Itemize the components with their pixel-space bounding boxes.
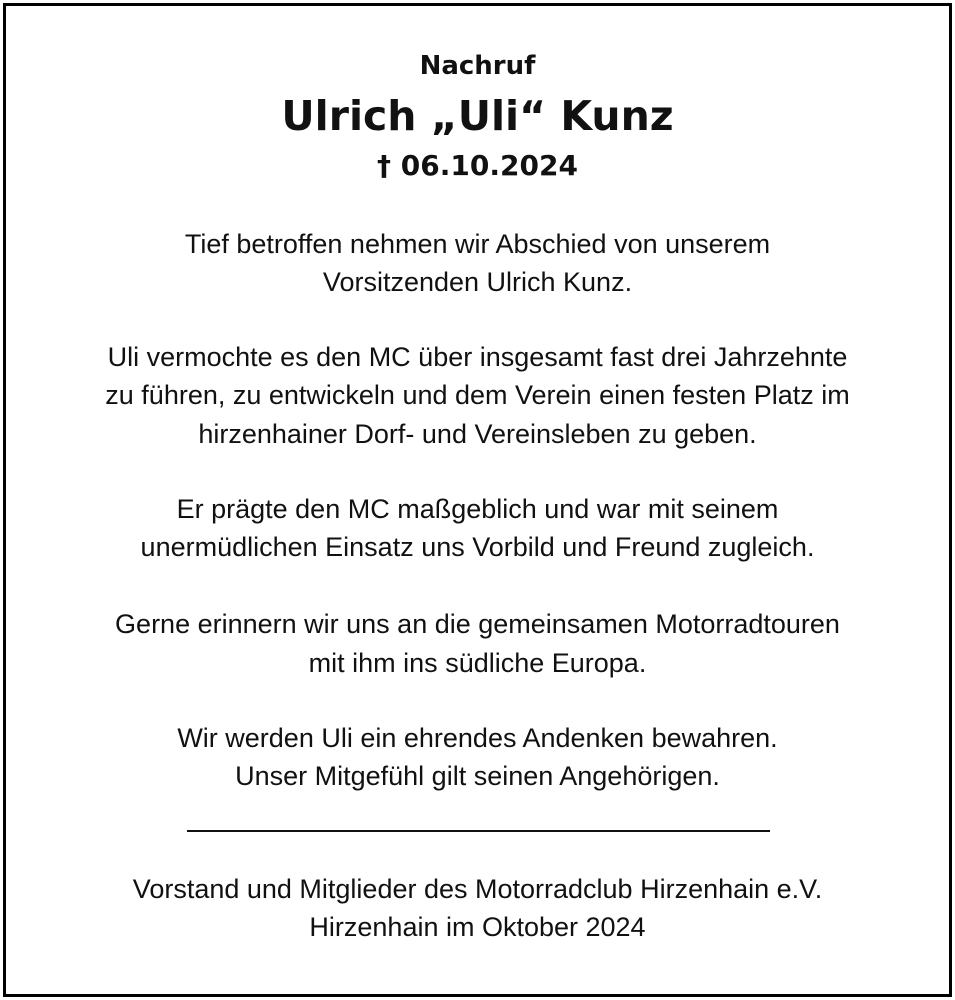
paragraph-1-line-2: Vorsitzenden Ulrich Kunz. <box>322 267 633 297</box>
paragraph-5-line-1: Wir werden Uli ein ehrendes Andenken bewahren. <box>177 723 778 753</box>
paragraph-2-line-1: Uli vermochte es den MC über insgesamt fast drei Jahrzehnte <box>107 342 848 372</box>
paragraph-4-line-2: mit ihm ins südliche Europa. <box>308 648 647 678</box>
paragraph-4-line-1: Gerne erinnern wir uns an die gemeinsamen Motorradtouren <box>115 609 840 639</box>
notice-label: Nachruf <box>419 51 536 81</box>
paragraph-2-line-2: zu führen, zu entwickeln und dem Verein einen festen Platz im <box>105 380 850 410</box>
signature-divider <box>187 830 770 832</box>
death-date: † 06.10.2024 <box>377 149 578 182</box>
paragraph-1-line-1: Tief betroffen nehmen wir Abschied von unserem <box>184 229 771 259</box>
paragraph-3-line-1: Er prägte den MC maßgeblich und war mit seinem <box>176 494 779 524</box>
paragraph-5-line-2: Unser Mitgefühl gilt seinen Angehörigen. <box>235 761 720 791</box>
deceased-name: Ulrich „Uli“ Kunz <box>281 92 674 140</box>
paragraph-3-line-2: unermüdlichen Einsatz uns Vorbild und Freund zugleich. <box>140 532 815 562</box>
signature-line-1: Vorstand und Mitglieder des Motorradclub Hirzenhain e.V. <box>132 874 823 904</box>
paragraph-2-line-3: hirzenhainer Dorf- und Vereinsleben zu geben. <box>198 419 757 449</box>
signature-line-2: Hirzenhain im Oktober 2024 <box>309 912 646 942</box>
